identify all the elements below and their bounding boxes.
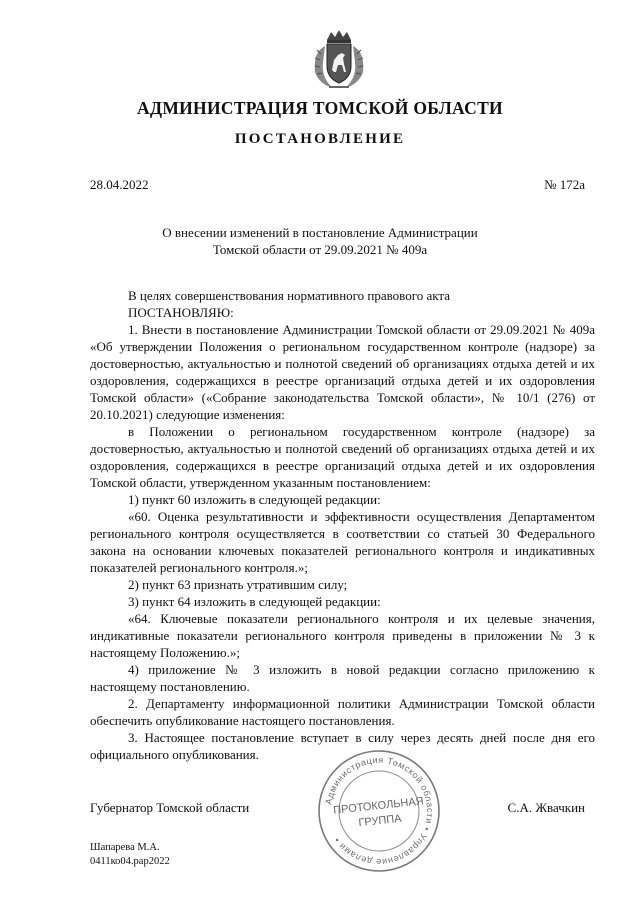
document-number: № 172а <box>544 177 585 192</box>
body-paragraph: 2) пункт 63 признать утратившим силу; <box>128 577 348 592</box>
body-paragraph: 2. Департаменту информационной политики Администрации Томской области обеспечить опубликование настоящего постановления. <box>90 696 595 728</box>
executor-name: Шапарева М.А. <box>90 842 160 853</box>
signer-title: Губернатор Томской области <box>90 800 250 815</box>
svg-text:ПРОТОКОЛЬНАЯ: ПРОТОКОЛЬНАЯ <box>332 795 425 817</box>
organization-title: АДМИНИСТРАЦИЯ ТОМСКОЙ ОБЛАСТИ <box>137 98 503 118</box>
body-paragraph: «64. Ключевые показатели регионального контроля и их целевые значения, индикативные показатели регионального контроля приведены в приложении № 3 к настоящему Положению.»; <box>90 611 595 660</box>
executor-file: 0411ко04.рар2022 <box>90 856 170 867</box>
svg-text:ГРУППА: ГРУППА <box>357 812 403 830</box>
document-subject <box>0 224 640 258</box>
signer-name: С.А. Жвачкин <box>507 800 585 815</box>
body-paragraph: 1. Внести в постановление Администрации Томской области от 29.09.2021 № 409а «Об утверждении Положения о региональном государственном контроле (надзоре) за достоверностью, актуальностью и полнотой сведений об организациях отдыха детей и их оздоровления, содержащихся в реестре организаций отдыха детей и их оздоровления Томской области» («Собрание законодательства Томской области», № 10/1 (276) от 20.10.2021) следующие изменения: <box>90 322 595 422</box>
executor-info <box>90 841 170 869</box>
document-body <box>90 287 595 763</box>
subject-line: Томской области от 29.09.2021 № 409а <box>212 242 428 257</box>
document-date: 28.04.2022 <box>90 177 149 192</box>
body-paragraph: 3) пункт 64 изложить в следующей редакции: <box>128 594 381 609</box>
subject-line: О внесении изменений в постановление Администрации <box>162 225 478 240</box>
stamp-seal <box>316 748 442 874</box>
preamble: В целях совершенствования нормативного правового акта <box>128 288 451 303</box>
body-paragraph: 3. Настоящее постановление вступает в силу через десять дней после дня его официального опубликования. <box>90 730 595 762</box>
coat-of-arms-icon <box>303 28 375 92</box>
document-type: ПОСТАНОВЛЕНИЕ <box>234 131 406 147</box>
body-paragraph: «60. Оценка результативности и эффективности осуществления Департаментом регионального контроля осуществляется в соответствии со статьей 30 Федерального закона на основании ключевых показателей регионального контроля и индикативных показателей регионального контроля.»; <box>90 509 595 575</box>
body-paragraph: в Положении о региональном государственном контроле (надзоре) за достоверностью, актуальностью и полнотой сведений об организациях отдыха детей и их оздоровления, содержащихся в реестре организаций отдыха детей и их оздоровления Томской области, утвержденном указанным постановлением: <box>90 424 595 490</box>
svg-text:Администрация Томской области: Администрация Томской области • Управление делами • <box>323 754 436 868</box>
resolution-keyword: ПОСТАНОВЛЯЮ: <box>128 305 234 320</box>
body-paragraph: 1) пункт 60 изложить в следующей редакции: <box>128 492 381 507</box>
body-paragraph: 4) приложение № 3 изложить в новой редакции согласно приложению к настоящему постановлению. <box>90 662 595 694</box>
